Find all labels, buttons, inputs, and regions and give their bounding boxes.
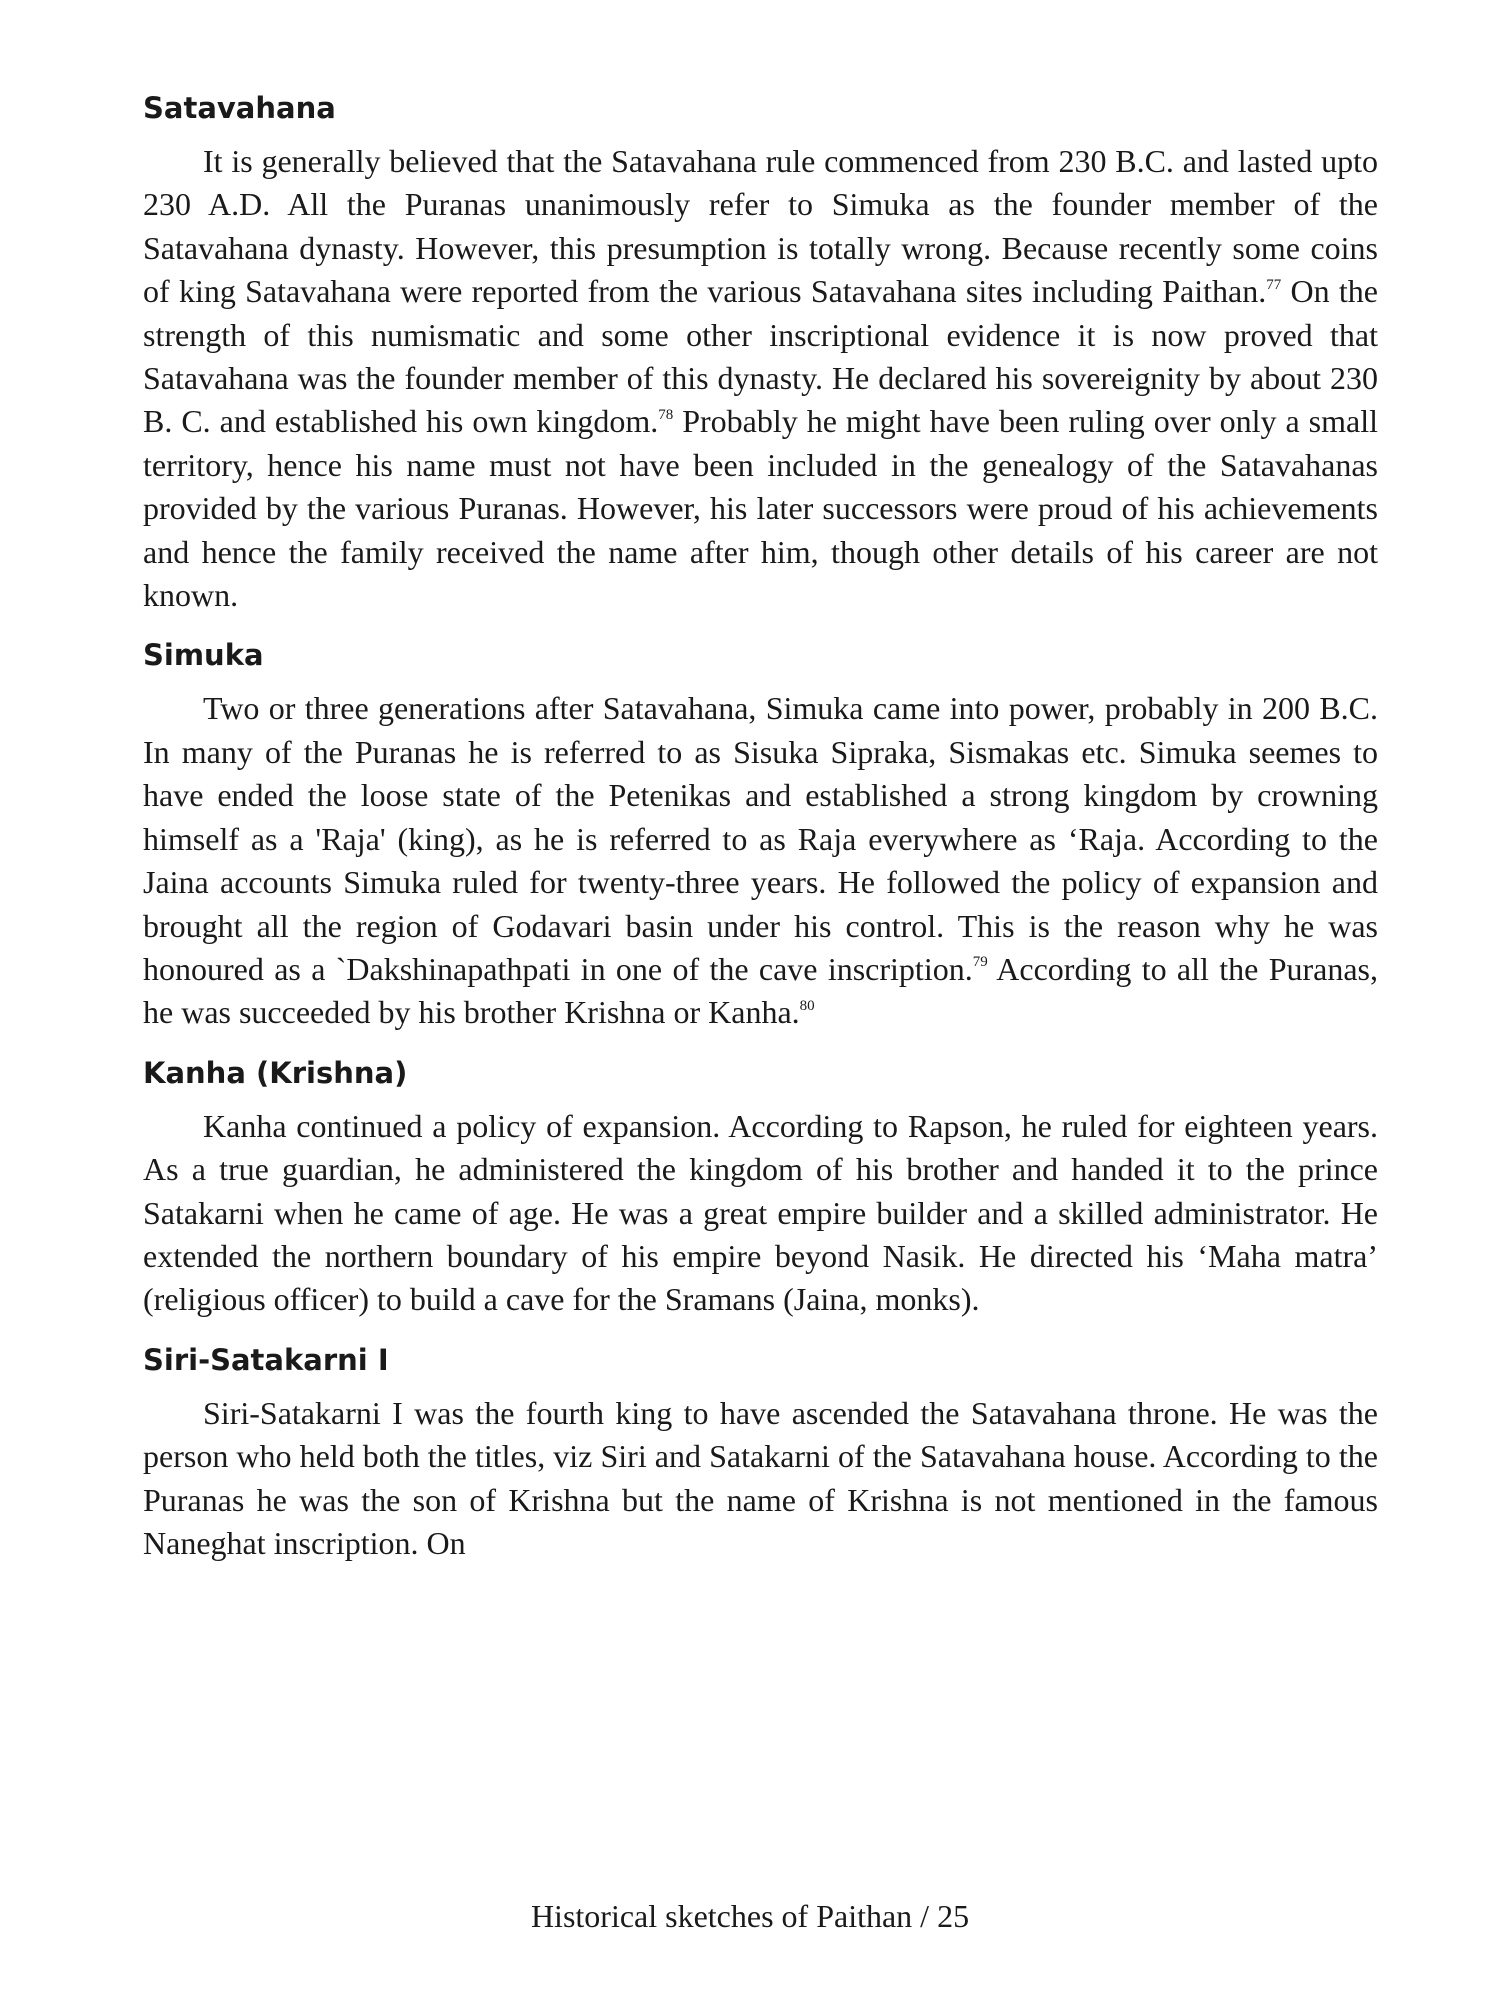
text-run: According to all the Puranas, he was succeeded by his brother Krishna or Kanha.: [143, 950, 1379, 1031]
paragraph-kanha: [143, 1105, 1378, 1322]
page-content: [143, 88, 1378, 1583]
text-run: Two or three generations after Satavahana, Simuka came into power, probably in 200 B.C. In many of the Puranas he is referred to as Sisuka Sipraka, Sismakas etc. Simuka seemes to have ended the loose state of the Petenikas and established a strong kingdom by crowning himself as a 'Raja' (king), as he is referred to as Raja everywhere as ‘Raja. According to the Jaina accounts Simuka ruled for twenty-three years. He followed the policy of expansion and brought all the region of Godavari basin under his control. This is the reason why he was honoured as a `Dakshinapathpati in one of the cave inscription.: [143, 690, 1378, 987]
paragraph-siri-satakarni: [143, 1392, 1378, 1566]
footnote-ref-77: 77: [1266, 276, 1282, 293]
text-run: Kanha continued a policy of expansion. According to Rapson, he ruled for eighteen years. As a true guardian, he administered the kingdom of his brother and handed it to the prince Satakarni when he came of age. He was a great empire builder and a skilled administrator. He extended the northern boundary of his empire beyond Nasik. He directed his ‘Maha matra’ (religious officer) to build a cave for the Sramans (Jaina, monks).: [143, 1107, 1378, 1318]
page-footer: Historical sketches of Paithan / 25: [530, 1898, 970, 1934]
text-run: On the strength of this numismatic and some other inscriptional evidence it is now proved that Satavahana was the founder member of this dynasty. He declared his sovereignity by about 230 B. C. and established his own kingdom.: [143, 273, 1379, 440]
footnote-ref-79: 79: [972, 954, 988, 971]
text-run: Siri-Satakarni I was the fourth king to have ascended the Satavahana throne. He was the person who held both the titles, viz Siri and Satakarni of the Satavahana house. According to the Puranas he was the son of Krishna but the name of Krishna is not mentioned in the famous Naneghat inscription. On: [143, 1394, 1378, 1561]
section-heading-simuka: Simuka: [143, 638, 264, 673]
section-heading-satavahana: Satavahana: [143, 91, 336, 125]
paragraph-satavahana: [143, 140, 1378, 617]
text-run: It is generally believed that the Satavahana rule commenced from 230 B.C. and lasted upto 230 A.D. All the Puranas unanimously refer to Simuka as the founder member of the Satavahana dynasty. However, this presumption is totally wrong. Because recently some coins of king Satavahana were reported from the various Satavahana sites including Paithan.: [143, 143, 1378, 310]
section-heading-siri-satakarni: Siri-Satakarni I: [143, 1342, 389, 1377]
text-run: Probably he might have been ruling over only a small territory, hence his name must not have been included in the genealogy of the Satavahanas provided by the various Puranas. However, his later successors were proud of his achievements and hence the family received the name after him, though other details of his career are not known.: [143, 403, 1379, 614]
footnote-ref-80: 80: [799, 997, 815, 1014]
section-heading-kanha: Kanha (Krishna): [143, 1055, 408, 1090]
paragraph-simuka: [143, 687, 1378, 1034]
footnote-ref-78: 78: [658, 406, 674, 423]
